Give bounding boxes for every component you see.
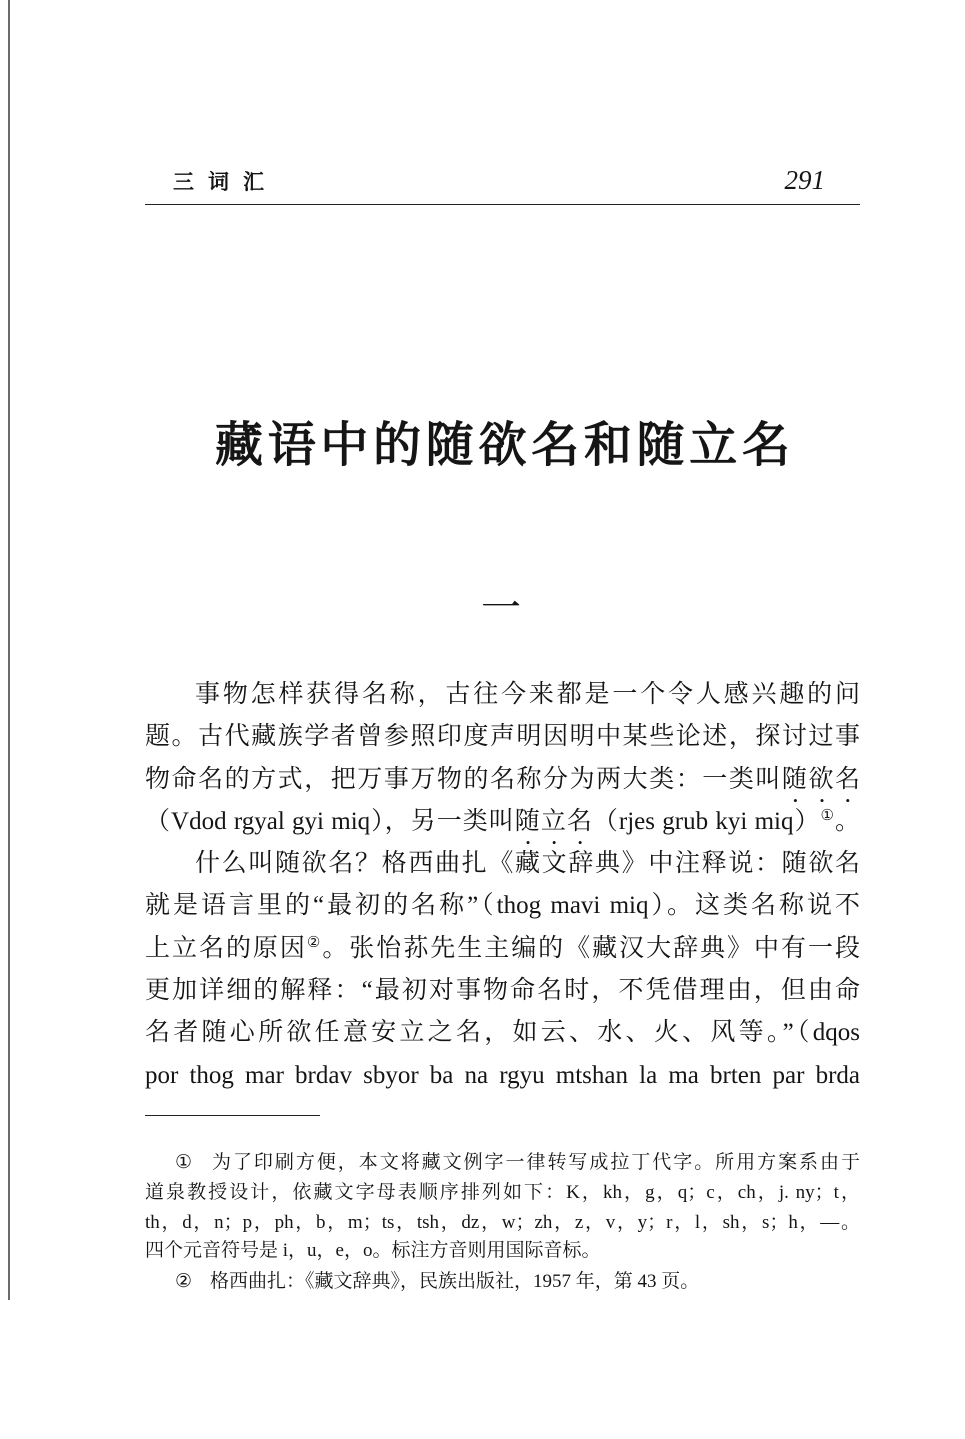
page-number: 291 <box>784 165 825 195</box>
body-line <box>145 934 860 964</box>
body-line <box>145 891 860 921</box>
article-title: 藏语中的随欲名和随立名 <box>215 417 790 473</box>
body-text: 什么叫随欲名？格西曲扎《藏文辞典》中注释说：随欲名 <box>195 850 860 877</box>
header-rule <box>145 204 860 205</box>
footnote-text: 道泉教授设计，依藏文字母表顺序排列如下：K，kh，g，q；c，ch，j. ny；t， <box>145 1182 860 1203</box>
body-text: 。 <box>834 808 860 835</box>
body-text: 题。古代藏族学者曾参照印度声明因明中某些论述，探讨过事 <box>145 723 860 750</box>
footnote-text: 格西曲扎：《藏文辞典》，民族出版社，1957 年，第 43 页。 <box>210 1271 700 1292</box>
body-text: 。张怡荪先生主编的《藏汉大辞典》中有一段 <box>322 935 860 962</box>
body-line <box>145 807 860 837</box>
body-text: 上立名的原因 <box>145 935 307 962</box>
body-text: 名者随心所欲任意安立之名，如云、水、火、风等。”（dqos <box>145 1019 860 1046</box>
body-line <box>145 765 860 795</box>
footnote-1-line <box>145 1180 860 1206</box>
body-text: 事物怎样获得名称，古往今来都是一个令人感兴趣的问 <box>195 681 860 708</box>
footnote-2-line <box>175 1269 699 1295</box>
body-text: （Vdod rgyal gyi miq），另一类叫 <box>145 808 515 835</box>
footnote-1-line <box>145 1238 600 1264</box>
footnote-rule <box>145 1115 320 1116</box>
page-edge-line <box>8 0 10 1300</box>
footnote-reference[interactable]: ① <box>820 808 835 824</box>
emphasized-term: 随立名 <box>514 808 593 835</box>
body-line <box>145 976 860 1006</box>
body-text: 更加详细的解释：“最初对事物命名时，不凭借理由，但由命 <box>145 977 860 1004</box>
footnote-1-line <box>145 1210 860 1236</box>
section-number: 一 <box>481 585 521 630</box>
footnote-text: th，d，n；p，ph，b，m；ts，tsh，dz，w；zh，z，v，y；r，l，sh，s；h，—。 <box>145 1212 860 1233</box>
footnote-text: 为了印刷方便，本文将藏文例字一律转写成拉丁代字。所用方案系由于 <box>212 1152 860 1173</box>
body-text: 就是语言里的“最初的名称”（thog mavi miq）。这类名称说不 <box>145 892 860 919</box>
body-text: 物命名的方式，把万事万物的名称分为两大类：一类叫 <box>145 766 782 793</box>
footnote-reference[interactable]: ② <box>306 935 323 951</box>
body-line <box>145 1018 860 1048</box>
footnote-marker: ① <box>175 1152 194 1173</box>
body-line <box>145 722 860 752</box>
footnote-marker: ② <box>175 1271 193 1292</box>
footnote-text: 四个元音符号是 i，u，e，o。标注方音则用国际音标。 <box>145 1240 601 1261</box>
body-line <box>195 849 860 879</box>
footnote-1-line <box>175 1150 860 1176</box>
body-text: （rjes grub kyi miq） <box>592 808 821 835</box>
emphasized-term: 随欲名 <box>781 766 860 793</box>
body-line <box>195 680 860 710</box>
body-line <box>145 1061 860 1091</box>
running-header-section: 三词汇 <box>173 170 278 194</box>
body-text: por thog mar brdav sbyor ba na rgyu mtshan la ma brten par brda <box>145 1062 860 1089</box>
